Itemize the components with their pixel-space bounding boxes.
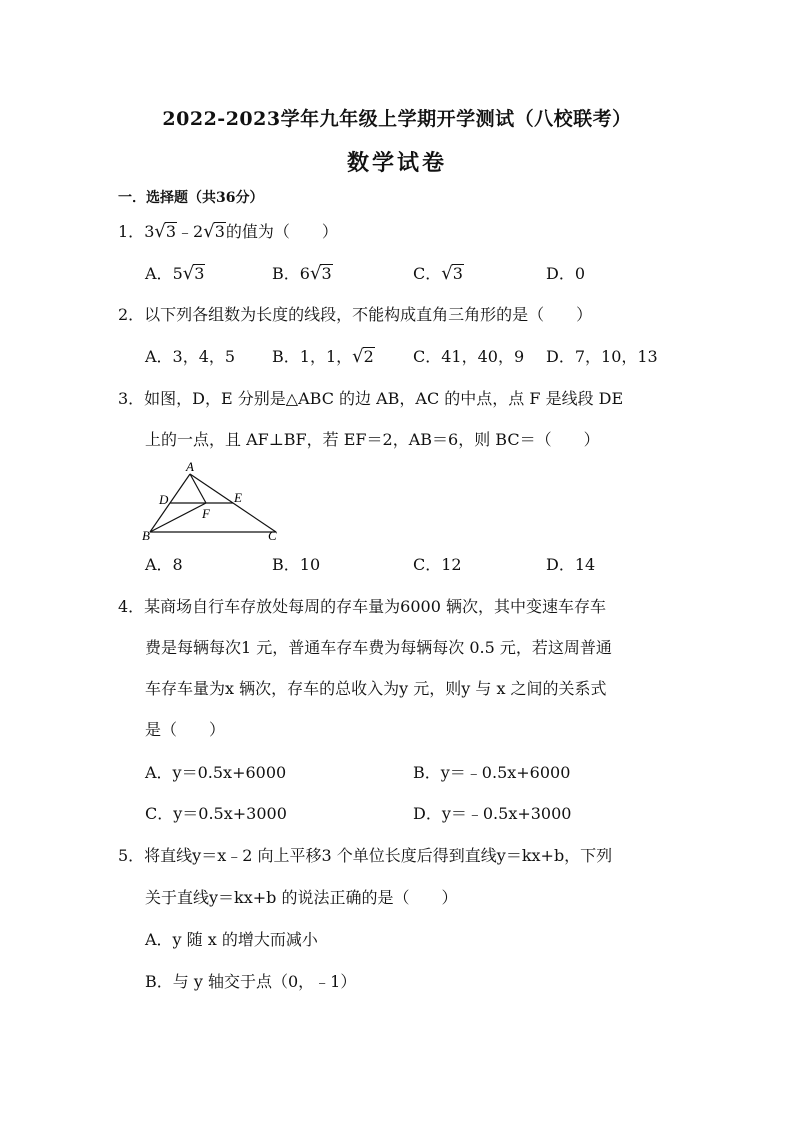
- question-2: 2．以下列各组数为长度的线段，不能构成直角三角形的是（ ）: [118, 305, 593, 324]
- question-4-line-3: 车存车量为x 辆次，存车的总收入为y 元，则y 与 x 之间的关系式: [145, 679, 607, 698]
- q3-option-a: A．8: [145, 555, 183, 574]
- q5-option-a: A．y 随 x 的增大而减小: [145, 930, 318, 949]
- q1-option-c: C．√3: [413, 263, 463, 284]
- q4-option-b: B．y＝﹣0.5x+6000: [413, 763, 571, 782]
- q2-option-c: C．41，40，9: [413, 347, 525, 366]
- q3-option-d: D．14: [546, 555, 596, 574]
- question-3-line-2: 上的一点，且 AF⊥BF，若 EF＝2，AB＝6，则 BC＝（ ）: [145, 430, 600, 449]
- label-c: C: [268, 528, 277, 542]
- label-e: E: [234, 490, 242, 505]
- q2-option-d: D．7，10，13: [546, 347, 658, 366]
- sqrt-expression: √3: [309, 263, 332, 284]
- q1-operator: ﹣2: [177, 222, 204, 241]
- segment-af: [190, 474, 206, 503]
- question-3-line-1: 3．如图，D，E 分别是△ABC 的边 AB，AC 的中点，点 F 是线段 DE: [118, 389, 624, 408]
- q1-number: 1．: [118, 222, 145, 241]
- sqrt-expression: √3: [154, 221, 177, 242]
- section-heading: 一．选择题（共36分）: [118, 190, 264, 206]
- sqrt-expression: √3: [441, 263, 463, 284]
- triangle-diagram: [140, 460, 290, 542]
- question-4-line-2: 费是每辆每次1 元，普通车存车费为每辆每次 0.5 元，若这周普通: [145, 638, 612, 657]
- q3-option-b: B．10: [272, 555, 321, 574]
- q1-radicand-1: 3: [165, 222, 177, 241]
- sqrt-expression: √3: [203, 221, 225, 242]
- q1-option-d: D．0: [546, 264, 586, 283]
- q1-option-a: A．5√3: [145, 263, 205, 284]
- q1-coef-a: 3: [144, 222, 155, 241]
- question-1: [118, 222, 338, 242]
- label-b: B: [142, 528, 150, 542]
- segment-bf: [150, 503, 206, 532]
- sqrt-expression: √2: [352, 346, 374, 367]
- q4-option-c: C．y＝0.5x+3000: [145, 804, 287, 823]
- q4-option-a: A．y＝0.5x+6000: [145, 763, 287, 782]
- label-a: A: [186, 460, 194, 474]
- q1-option-b: B．6√3: [272, 263, 332, 284]
- q2-option-b: B．1，1，√2: [272, 346, 374, 367]
- sqrt-expression: √3: [182, 263, 205, 284]
- q2-option-a: A．3，4，5: [145, 347, 236, 366]
- question-5-line-1: 5．将直线y＝x﹣2 向上平移3 个单位长度后得到直线y＝kx+b，下列: [118, 846, 613, 865]
- question-4-line-1: 4．某商场自行车存放处每周的存车量为6000 辆次，其中变速车存车: [118, 597, 606, 616]
- exam-title: 2022-2023学年九年级上学期开学测试（八校联考）: [162, 108, 632, 130]
- question-5-line-2: 关于直线y＝kx+b 的说法正确的是（ ）: [145, 888, 458, 907]
- q5-option-b: B．与 y 轴交于点（0，﹣1）: [145, 972, 357, 991]
- question-4-line-4: 是（ ）: [145, 720, 226, 739]
- label-d: D: [159, 492, 169, 507]
- q4-option-d: D．y＝﹣0.5x+3000: [413, 804, 572, 823]
- q3-option-c: C．12: [413, 555, 462, 574]
- q1-radicand-2: 3: [214, 222, 225, 241]
- q1-tail: 的值为（ ）: [225, 222, 338, 241]
- exam-subtitle: 数学试卷: [346, 150, 447, 176]
- label-f: F: [202, 506, 210, 521]
